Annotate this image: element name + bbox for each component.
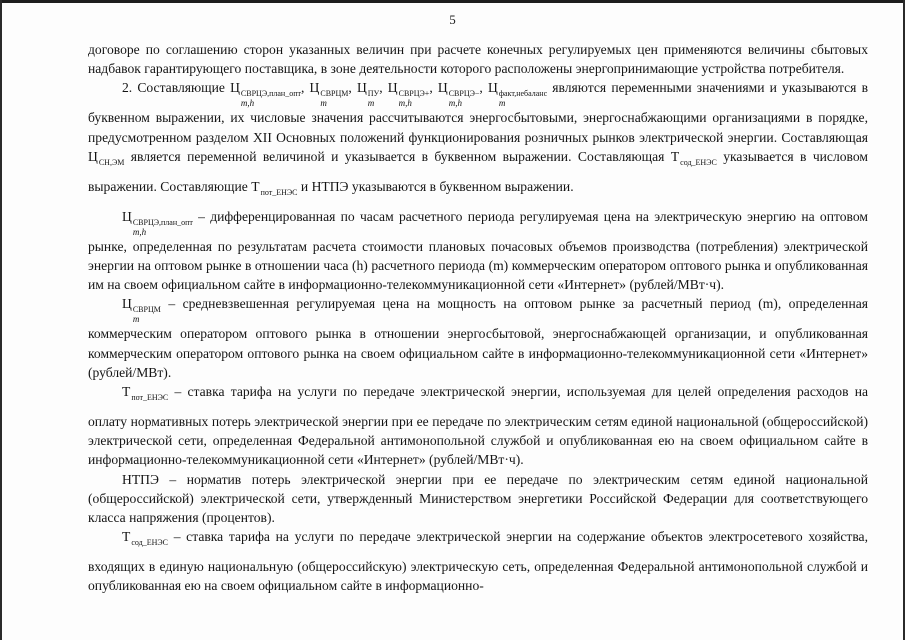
def-svrcm-text: – средневзвешенная регулируемая цена на мощность на оптовом рынке за расчетный период (m), определенная коммерческим оператором оптового рынка в отношении энергосбытовой, энергоснабжающей организации, и опубликованная коммерческим оператором оптового рынка на своем официальном сайте в информационно-телекоммуникационной сети «Интернет» (рублей/МВт). — [88, 296, 869, 380]
symbol-price-svrce-plan-def: Ц СВРЦЭ,план_опт m,h — [122, 208, 193, 237]
document-body — [88, 40, 868, 596]
symbol-tariff-sod-def: Т сод_ЕНЭС — [122, 529, 168, 548]
symbol-price-svrce-plus: Ц СВРЦЭ+ m,h — [387, 80, 430, 109]
symbol-tariff-sod: Т сод_ЕНЭС — [670, 148, 717, 167]
page-number: 5 — [449, 12, 456, 27]
paragraph-def-tsod — [88, 527, 868, 595]
paragraph-def-tpot — [88, 382, 868, 470]
paragraph-components: 2. Составляющие Ц СВРЦЭ,план_опт m,h , Ц СВРЦМ m , Ц ПУ m , Ц СВРЦЭ+ m,h , Ц СВРЦЭ− m,h , Ц факт,небаланс m являются переменными значениями и указываются в буквенном выражении, их числовые значения рассчитываются энергосбытовыми, энергоснабжающими организациями в порядке, предусмотренном разделом XII Основных положений функционирования розничных рынков электрической энергии. Составляющая Ц СН,ЭМ является переменной величиной и указывается в буквенном выражении. Составляющая Т сод_ЕНЭС указывается в числовом выражении. Составляющие Т пот_ЕНЭС и НТПЭ указываются в буквенном выражении. — [88, 78, 868, 206]
components-intro: 2. Составляющие — [122, 80, 225, 96]
paragraph-continuation: договоре по соглашению сторон указанных величин при расчете конечных регулируемых цен применяются величины сбытовых надбавок гарантирующего поставщика, в зоне деятельности которого расположены энергопринимающие устройства потребителя. — [88, 42, 868, 77]
symbol-price-svrcm: Ц СВРЦМ m — [309, 80, 349, 109]
paragraph-def-ntpe: НТПЭ – норматив потерь электрической энергии при ее передаче по электрическим сетям единой национальной (общероссийской) электрической сети, утвержденный Министерством энергетики Российской Федерации для соответствующего класса напряжения (процентов). — [88, 471, 868, 526]
symbol-tariff-pot: Т пот_ЕНЭС — [251, 178, 298, 197]
paragraph-def-svrcm — [88, 294, 868, 382]
sn-description: является переменной величиной и указывается в буквенном выражении. — [130, 148, 572, 164]
def-tpot-text: – ставка тарифа на услуги по передаче электрической энергии, используемая для целей определения расходов на оплату нормативных потерь электрической энергии при ее передаче по электрическим сетям единой национальной (общероссийской) электрической сети, определенная Федеральной антимонопольной службой и опубликованная ею на своем официальном сайте в информационно-телекоммуникационной сети «Интернет» (рублей/МВт·ч). — [88, 384, 868, 468]
symbol-price-fact-imbalance: Ц факт,небаланс m — [487, 80, 548, 109]
symbol-price-svrce-minus: Ц СВРЦЭ− m,h — [437, 80, 480, 109]
symbol-price-pu: Ц ПУ m — [356, 80, 380, 109]
sod-description: указывается в числовом выражении. Составляющие — [88, 148, 869, 194]
def-tsod-text: – ставка тарифа на услуги по передаче электрической энергии на содержание объектов электросетевого хозяйства, входящих в единую национальную (общероссийскую) электрическую сеть, определенная Федеральной антимонопольной службой и опубликованная ею на своем официальном сайте в информационно- — [88, 529, 868, 594]
sod-intro: Составляющая — [577, 148, 665, 164]
paragraph-def-svrce — [88, 207, 868, 295]
symbol-price-svrce-plan: Ц СВРЦЭ,план_опт m,h — [230, 80, 301, 109]
components-tail: и НТПЭ указываются в буквенном выражении. — [300, 178, 574, 194]
symbol-price-sn-em: Ц СН,ЭМ — [88, 148, 125, 167]
components-description: являются переменными значениями и указываются в буквенном выражении, их числовые значения рассчитываются энергосбытовыми, энергоснабжающими организациями в порядке, предусмотренном разделом XII Основных положений функционирования розничных рынков электрической энергии. Составляющая — [88, 80, 868, 145]
def-svrce-text: – дифференцированная по часам расчетного периода регулируемая цена на электрическую энергию на оптовом рынке, определенная по результатам расчета стоимости плановых почасовых объемов производства (потребления) электрической энергии на оптовом рынке в отношении часа (h) расчетного периода (m) коммерческим оператором оптового рынка и опубликованная им на своем официальном сайте в информационно-телекоммуникационной сети «Интернет» (рублей/МВт·ч). — [88, 208, 868, 293]
symbol-tariff-pot-def: Т пот_ЕНЭС — [122, 384, 169, 403]
symbol-price-svrcm-def: Ц СВРЦМ m — [122, 296, 161, 325]
